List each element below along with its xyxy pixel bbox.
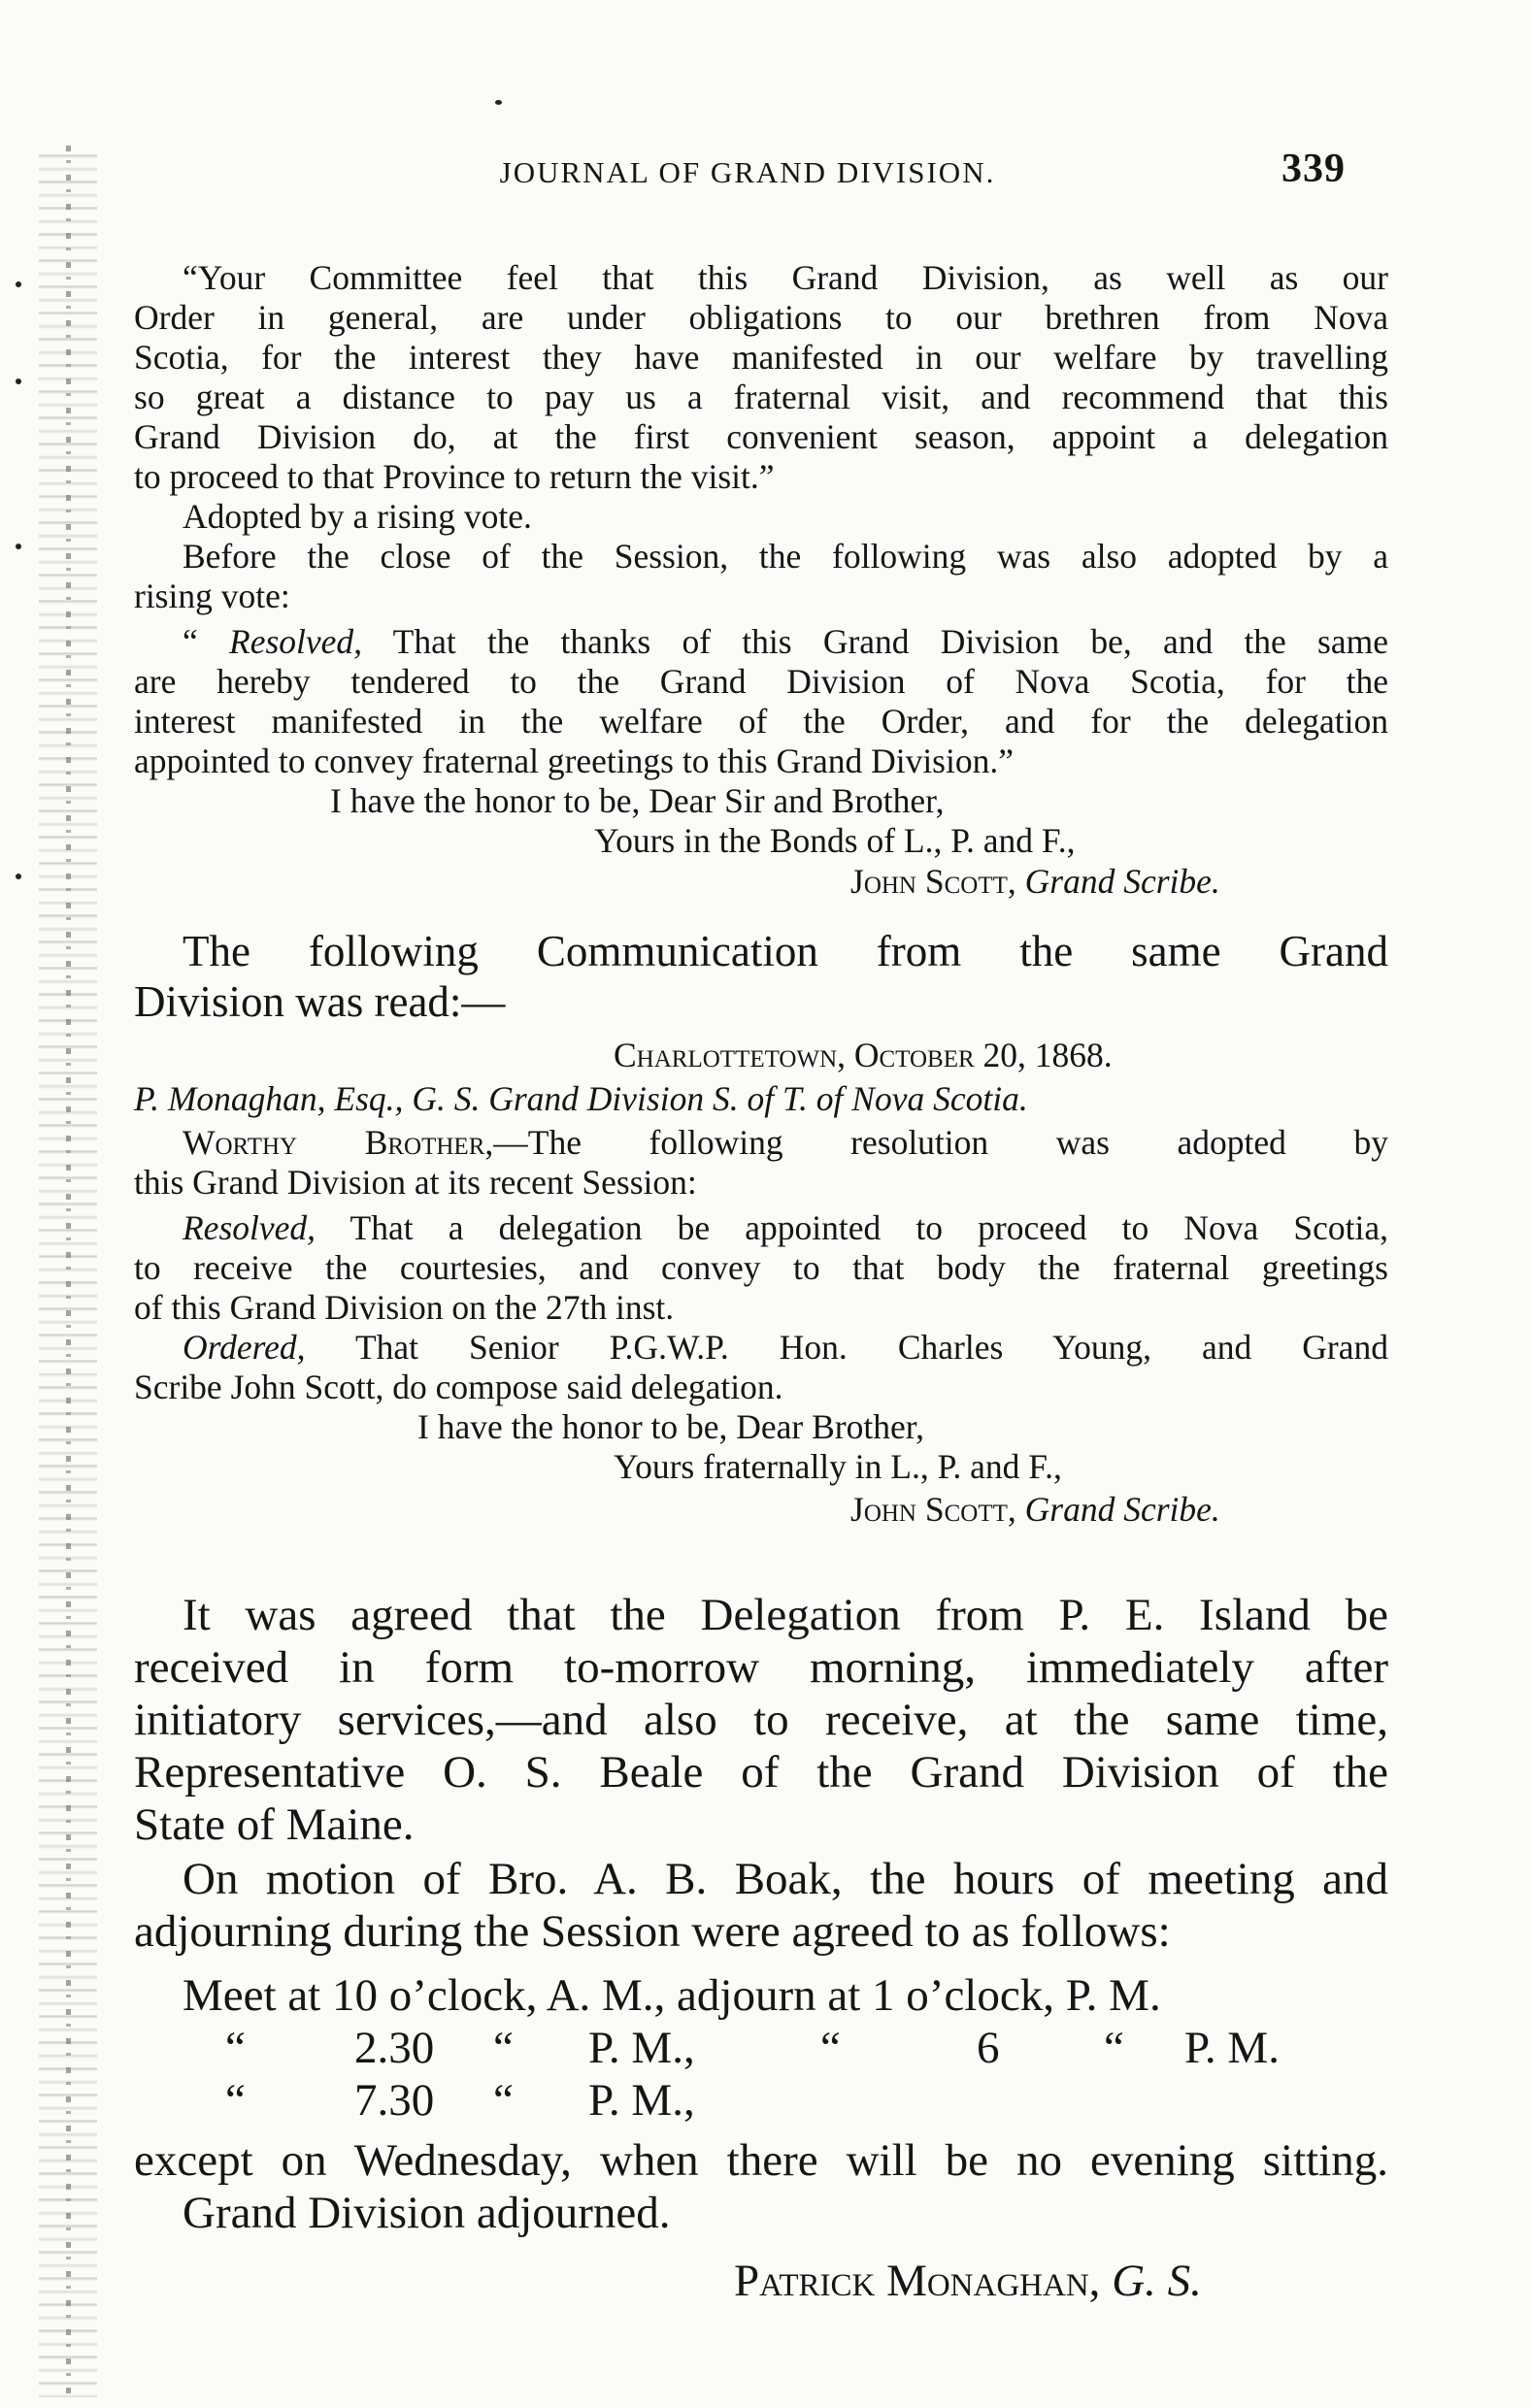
adjourned-line: Grand Division adjourned.: [183, 2188, 671, 2238]
salutation-line: [134, 1123, 1388, 1163]
signature-line: [850, 1490, 1394, 1530]
ordered-word: Ordered,: [183, 1328, 306, 1367]
margin-speck: [16, 874, 21, 879]
addressee-name: P. Monaghan, Esq.,: [134, 1079, 404, 1118]
signer-name: John Scott,: [850, 1490, 1016, 1529]
schedule-period: P. M.: [1184, 2023, 1280, 2073]
final-signer-name: Patrick Monaghan,: [734, 2256, 1101, 2306]
yours-line: Yours in the Bonds of L., P. and F.,: [594, 821, 1076, 860]
minutes-line: initiatory services,—and also to receive, at the same time,: [134, 1695, 1388, 1745]
dateline: Charlottetown, October 20, 1868.: [614, 1036, 1113, 1074]
margin-speck: [16, 544, 21, 549]
resolved-line: are hereby tendered to the Grand Division of Nova Scotia, for the: [134, 662, 1388, 701]
schedule-time: 2.30: [354, 2023, 435, 2073]
adopted-line: Adopted by a rising vote.: [183, 497, 532, 536]
page-number: 339: [1281, 147, 1346, 191]
comm-resolved-line: to receive the courtesies, and convey to that body the fraternal greetings: [134, 1248, 1388, 1287]
schedule-period: P. M.,: [588, 2023, 695, 2073]
ditto-mark: “: [493, 2023, 514, 2073]
signature-line: [850, 862, 1394, 902]
margin-speck: [16, 379, 21, 384]
ditto-mark: “: [493, 2075, 514, 2126]
resolved-text: That the thanks of this Grand Division be, and the same: [392, 622, 1389, 661]
ordered-text: That Senior P.G.W.P. Hon. Charles Young, and Grand: [354, 1328, 1389, 1367]
ditto-mark: “: [225, 2075, 246, 2126]
minutes-line: It was agreed that the Delegation from P. E. Island be: [183, 1590, 1388, 1640]
ditto-mark: “: [1104, 2023, 1124, 2073]
schedule-time: 6: [977, 2023, 1000, 2073]
minutes-line: Representative O. S. Beale of the Grand Division of the: [134, 1747, 1388, 1798]
closing-line: I have the honor to be, Dear Brother,: [417, 1407, 925, 1446]
resolved-line: appointed to convey fraternal greetings to this Grand Division.”: [134, 742, 1014, 780]
motion-line: On motion of Bro. A. B. Boak, the hours of meeting and: [183, 1854, 1388, 1904]
signer-title: Grand Scribe.: [1024, 1490, 1220, 1529]
report-line: so great a distance to pay us a fraternal visit, and recommend that this: [134, 378, 1388, 416]
ordered-line: [134, 1328, 1388, 1368]
communication-intro: Division was read:—: [134, 977, 506, 1026]
yours-line: Yours fraternally in L., P. and F.,: [614, 1447, 1062, 1486]
signer-title: Grand Scribe.: [1024, 862, 1220, 901]
ditto-mark: “: [225, 2023, 246, 2073]
except-line: except on Wednesday, when there will be no evening sitting.: [134, 2135, 1388, 2186]
before-line: Before the close of the Session, the following was also adopted by a: [183, 537, 1388, 576]
addressee-title: G. S. Grand Division S. of T. of Nova Scotia.: [412, 1079, 1028, 1118]
report-line: “Your Committee feel that this Grand Division, as well as our: [183, 258, 1388, 297]
closing-line: I have the honor to be, Dear Sir and Brother,: [330, 781, 945, 820]
schedule-row-1: Meet at 10 o’clock, A. M., adjourn at 1 o’clock, P. M.: [183, 1970, 1161, 2021]
body-line: this Grand Division at its recent Session:: [134, 1163, 697, 1202]
comm-resolved-first: [134, 1208, 1388, 1248]
salutation-body: —The following resolution was adopted by: [493, 1123, 1389, 1162]
running-header: JOURNAL OF GRAND DIVISION.: [499, 155, 996, 189]
ordered-line: Scribe John Scott, do compose said delegation.: [134, 1368, 783, 1406]
report-line: Grand Division do, at the first convenient season, appoint a delegation: [134, 417, 1388, 456]
binding-gutter: [39, 146, 97, 2397]
report-line: Scotia, for the interest they have manifested in our welfare by travelling: [134, 338, 1388, 377]
before-line: rising vote:: [134, 577, 290, 615]
signer-name: John Scott,: [850, 862, 1016, 901]
schedule-time: 7.30: [354, 2075, 435, 2126]
report-line: Order in general, are under obligations to our brethren from Nova: [134, 298, 1388, 337]
margin-speck: [495, 100, 502, 105]
margin-speck: [16, 281, 21, 287]
motion-text: adjourning during the Session were agreed to as follows:: [134, 1906, 1171, 1957]
resolved-text: That a delegation be appointed to proceed to Nova Scotia,: [349, 1208, 1388, 1247]
final-signature: [734, 2256, 1414, 2307]
resolved-line: interest manifested in the welfare of the Order, and for the delegation: [134, 702, 1388, 741]
addressee-line: [134, 1079, 1388, 1119]
resolved-word: Resolved,: [229, 622, 363, 661]
minutes-line: State of Maine.: [134, 1799, 415, 1850]
final-signer-title: G. S.: [1112, 2256, 1202, 2306]
report-line: to proceed to that Province to return the visit.”: [134, 457, 775, 496]
resolved-word: Resolved,: [183, 1208, 316, 1247]
motion-line: [134, 1906, 1388, 1958]
resolved-paragraph-first: “ Resolved, That the thanks of this Grand Division be, and the same: [183, 622, 1389, 661]
comm-resolved-line: of this Grand Division on the 27th inst.: [134, 1288, 675, 1327]
communication-intro: The following Communication from the same Grand: [183, 927, 1388, 975]
schedule-period: P. M.,: [588, 2075, 695, 2126]
ditto-mark: “: [820, 2023, 841, 2073]
minutes-line: received in form to-morrow morning, immediately after: [134, 1642, 1388, 1693]
salutation: Worthy Brother,: [183, 1123, 494, 1162]
